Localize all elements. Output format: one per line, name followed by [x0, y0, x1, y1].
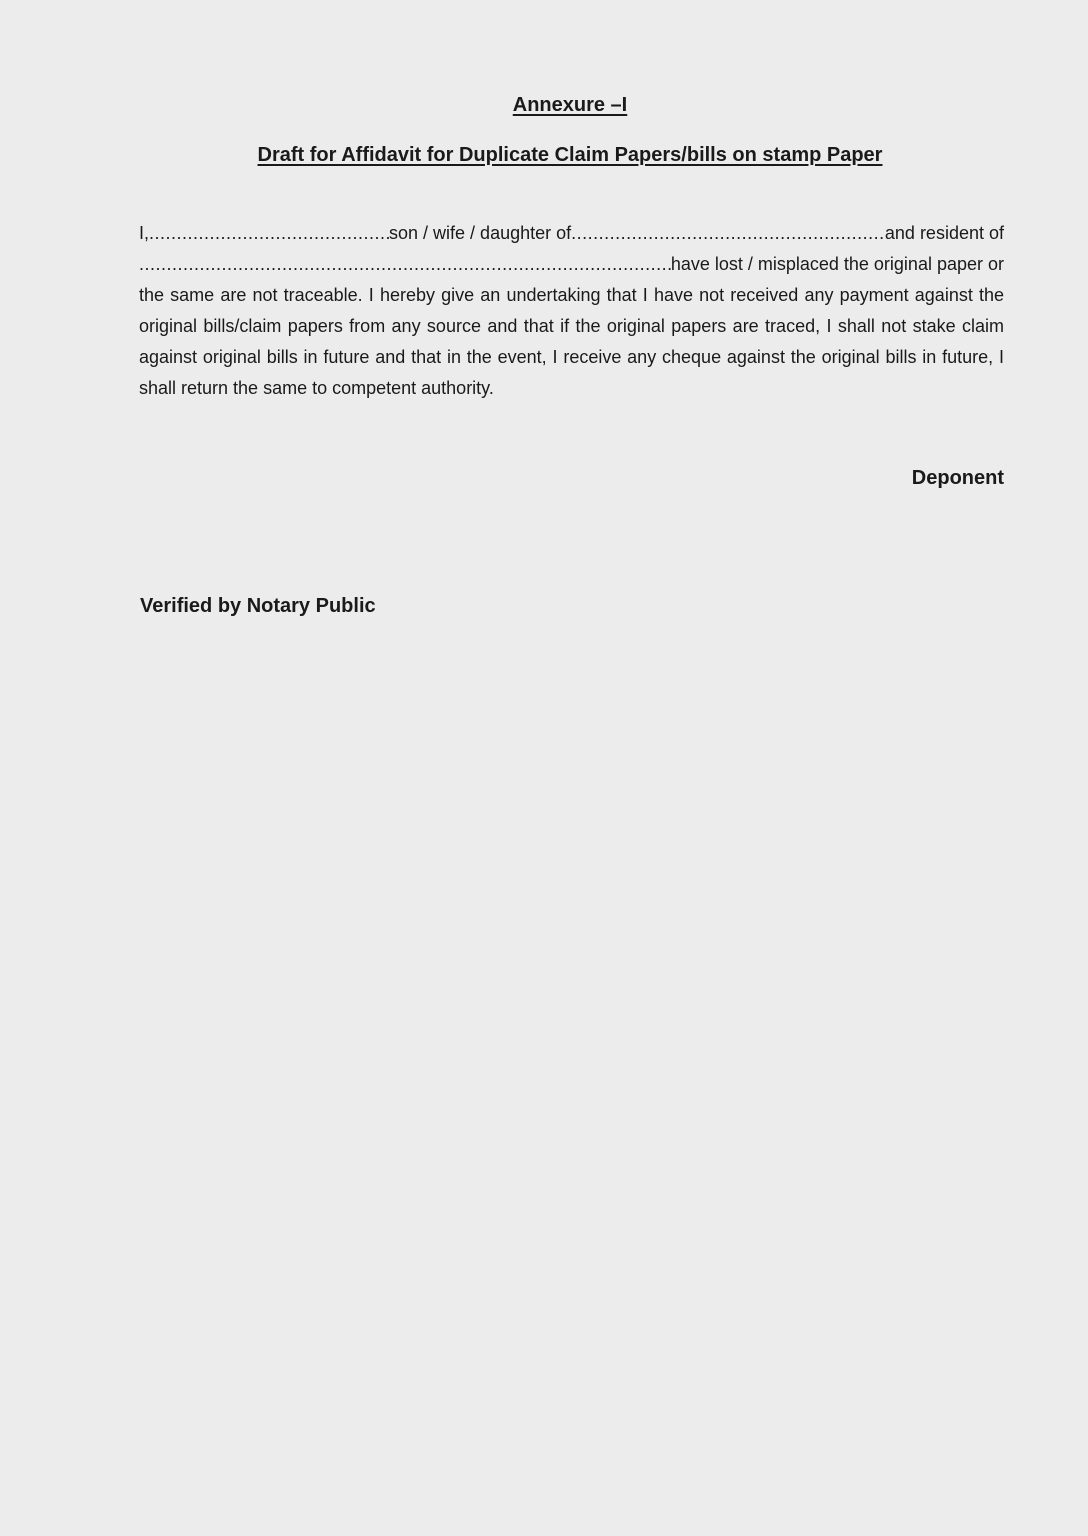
annexure-heading: Annexure –I	[512, 94, 628, 116]
parent-name-blank	[571, 218, 885, 249]
name-blank	[149, 218, 389, 249]
body-line-1	[139, 218, 1004, 249]
body-line1-mid: son / wife / daughter of	[389, 223, 572, 243]
address-blank	[139, 249, 671, 280]
body-line2-end: have lost / misplaced the original paper or	[670, 254, 1004, 274]
document-title: Draft for Affidavit for Duplicate Claim Papers/bills on stamp Paper	[257, 144, 883, 166]
verified-label: Verified by Notary Public	[140, 595, 376, 617]
affidavit-body	[139, 218, 1004, 404]
deponent-label: Deponent	[911, 467, 1004, 489]
body-paragraph: the same are not traceable. I hereby give an undertaking that I have not received any payment against the original bills/claim papers from any source and that if the original papers are traced, I shall not stake claim against original bills in future and that in the event, I receive any cheque against the original bills in future, I shall return the same to competent authority.	[139, 285, 1004, 398]
body-line1-end: and resident of	[884, 223, 1004, 243]
body-line1-start: I,	[139, 223, 150, 243]
body-line-2	[139, 249, 1004, 280]
